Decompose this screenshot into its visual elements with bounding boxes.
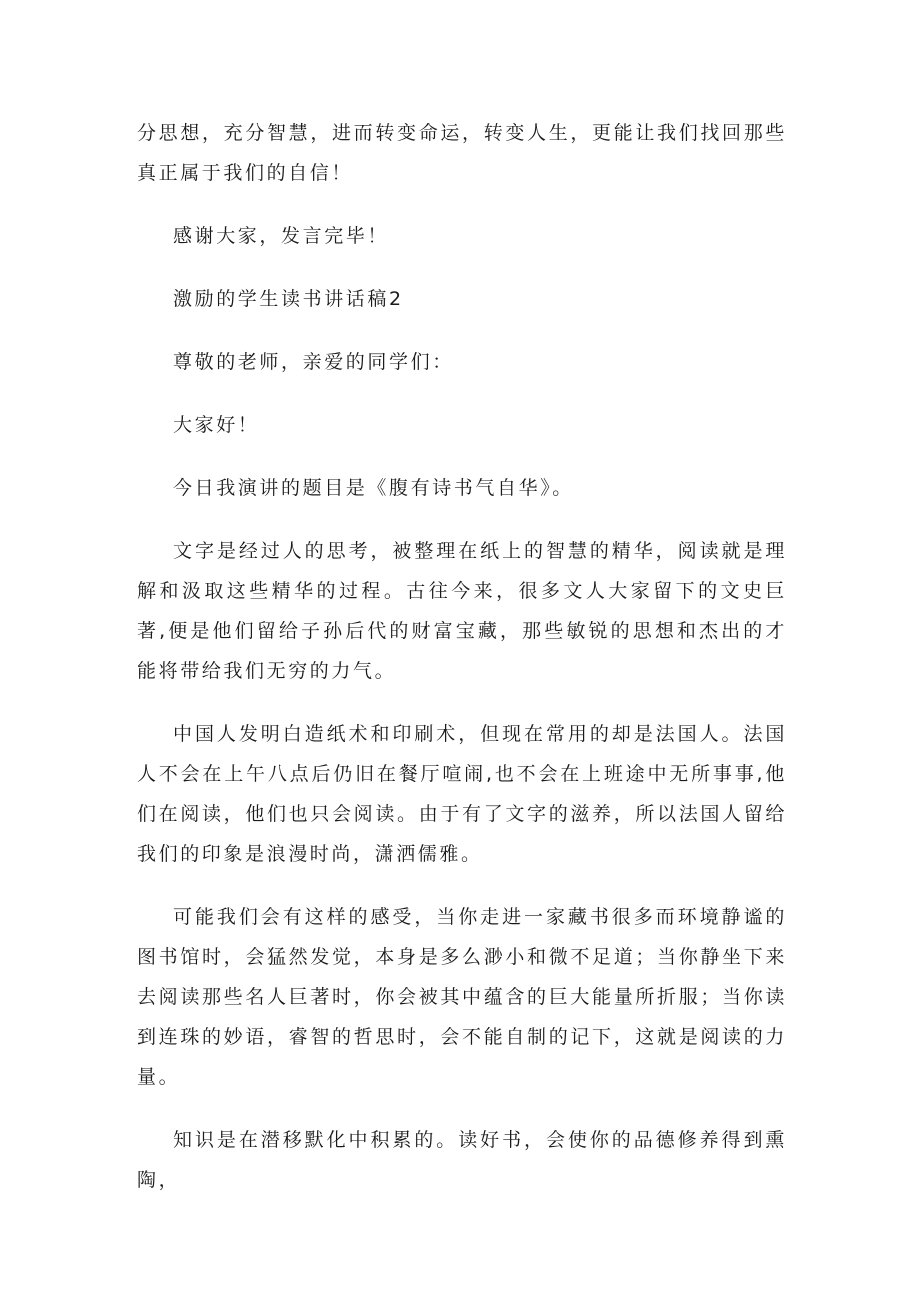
paragraph-library: 可能我们会有这样的感受，当你走进一家藏书很多而环境静谧的图书馆时，会猛然发觉，本身是多么渺小和微不足道；当你静坐下来去阅读那些名人巨著时，你会被其中蕴含的巨大能量所折服；当你读到连珠的妙语，睿智的哲思时，会不能自制的记下，这就是阅读的力量。	[137, 906, 787, 1088]
paragraph-topic: 今日我演讲的题目是《腹有诗书气自华》。	[173, 477, 574, 499]
paragraph-french-reading: 中国人发明白造纸术和印刷术，但现在常用的却是法国人。法国人不会在上午八点后仍旧在餐厅喧闹,也不会在上班途中无所事事,他们在阅读，他们也只会阅读。由于有了文字的滋养，所以法国人留给我们的印象是浪漫时尚，潇洒儒雅。	[137, 723, 787, 865]
paragraph-greeting: 大家好！	[173, 414, 260, 436]
document-body	[137, 113, 787, 1200]
paragraph-continuation: 分思想，充分智慧，进而转变命运，转变人生，更能让我们找回那些真正属于我们的自信！	[137, 122, 787, 184]
paragraph-writing: 文字是经过人的思考，被整理在纸上的智慧的精华，阅读就是理解和汲取这些精华的过程。古往今来，很多文人大家留下的文史巨著,便是他们留给子孙后代的财富宝藏，那些敏锐的思想和杰出的才能将带给我们无穷的力气。	[137, 540, 787, 682]
paragraph-salutation: 尊敬的老师，亲爱的同学们：	[173, 351, 454, 373]
paragraph-knowledge: 知识是在潜移默化中积累的。读好书，会使你的品德修养得到熏陶，	[137, 1129, 787, 1191]
paragraph-thanks: 感谢大家，发言完毕！	[173, 225, 390, 247]
section-title: 激励的学生读书讲话稿2	[173, 288, 404, 310]
